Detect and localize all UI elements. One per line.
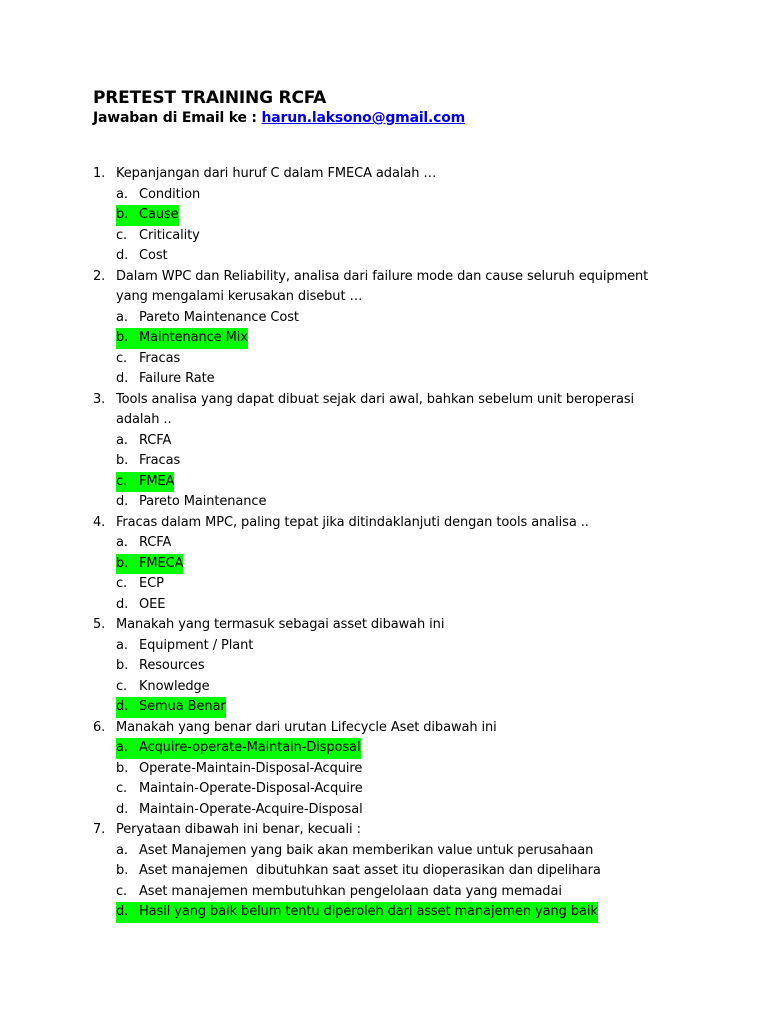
question-number: 1. — [93, 166, 106, 181]
option-content — [116, 308, 299, 329]
option-content — [116, 677, 210, 698]
question-item — [93, 615, 693, 718]
option-text: Fracas — [139, 453, 181, 468]
option-text: Equipment / Plant — [139, 637, 254, 653]
answer-option — [116, 759, 693, 780]
option-letter: c. — [116, 781, 128, 796]
option-text: RCFA — [139, 432, 172, 448]
answer-option — [116, 656, 693, 677]
option-text: Pareto Maintenance — [139, 494, 267, 509]
option-letter: c. — [116, 473, 128, 489]
answer-option-highlighted — [116, 328, 693, 349]
answer-option — [116, 492, 693, 513]
option-text: Failure Rate — [139, 371, 215, 386]
answer-option-highlighted — [116, 697, 693, 718]
option-text: Criticality — [139, 227, 200, 243]
option-text: Acquire-operate-Maintain-Disposal — [139, 740, 361, 755]
option-content — [116, 800, 363, 821]
question-number: 2. — [93, 268, 106, 284]
answer-option — [116, 861, 693, 882]
option-text: Condition — [139, 186, 201, 202]
option-text: Maintain-Operate-Disposal-Acquire — [139, 781, 363, 796]
option-letter: d. — [116, 801, 129, 817]
option-letter: c. — [116, 678, 128, 694]
option-letter: c. — [116, 350, 128, 366]
option-content — [116, 451, 180, 472]
option-content — [116, 882, 562, 903]
option-list — [116, 431, 693, 513]
answer-option-highlighted — [116, 205, 693, 226]
answer-option — [116, 779, 693, 800]
question-item — [93, 820, 693, 923]
answer-option — [116, 800, 693, 821]
answer-option — [116, 841, 693, 862]
question-text: Kepanjangan dari huruf C dalam FMECA adalah … — [116, 166, 437, 181]
option-letter: b. — [116, 863, 129, 878]
option-content — [116, 841, 593, 862]
option-list — [116, 841, 693, 923]
option-letter: a. — [116, 186, 128, 202]
option-text: Cause — [139, 207, 179, 222]
question-number: 4. — [93, 514, 106, 530]
option-text: ECP — [139, 576, 164, 591]
question-number: 3. — [93, 391, 106, 407]
answer-option-highlighted — [116, 554, 693, 575]
option-letter: c. — [116, 227, 128, 243]
question-text: Manakah yang termasuk sebagai asset dibawah ini — [116, 617, 445, 632]
question-item — [93, 513, 693, 616]
option-content — [116, 738, 361, 759]
option-letter: b. — [116, 658, 129, 673]
option-content — [116, 328, 248, 349]
option-letter: a. — [116, 432, 128, 448]
option-content — [116, 861, 601, 882]
document-title: PRETEST TRAINING RCFA — [93, 88, 327, 108]
answer-option-highlighted — [116, 902, 693, 923]
answer-option — [116, 185, 693, 206]
question-item — [93, 718, 693, 821]
answer-option — [116, 533, 693, 554]
option-letter: d. — [116, 371, 129, 386]
option-letter: b. — [116, 330, 129, 345]
option-content — [116, 205, 179, 226]
question-number: 5. — [93, 617, 106, 632]
option-content — [116, 636, 253, 657]
option-content — [116, 246, 168, 267]
option-list — [116, 308, 693, 390]
option-letter: d. — [116, 596, 129, 612]
option-text: Resources — [139, 658, 205, 673]
email-instruction — [93, 110, 465, 126]
option-content — [116, 226, 200, 247]
answer-option — [116, 595, 693, 616]
option-list — [116, 533, 693, 615]
option-content — [116, 697, 226, 718]
option-list — [116, 636, 693, 718]
option-content — [116, 431, 171, 452]
option-letter: c. — [116, 576, 128, 591]
option-content — [116, 554, 183, 575]
option-content — [116, 492, 266, 513]
question-item — [93, 267, 693, 390]
option-content — [116, 185, 200, 206]
option-text: Maintenance Mix — [139, 330, 248, 345]
answer-option — [116, 349, 693, 370]
answer-option-highlighted — [116, 472, 693, 493]
option-content — [116, 759, 362, 780]
answer-option — [116, 369, 693, 390]
question-text: Tools analisa yang dapat dibuat sejak dari awal, bahkan sebelum unit beroperasi adalah .. — [116, 391, 635, 427]
answer-option — [116, 882, 693, 903]
option-list — [116, 185, 693, 267]
option-letter: a. — [116, 740, 128, 755]
option-text: Pareto Maintenance Cost — [139, 309, 299, 325]
answer-option — [116, 451, 693, 472]
option-letter: d. — [116, 248, 129, 263]
option-text: Hasil yang baik belum tentu diperoleh dari asset manajemen yang baik — [139, 904, 598, 919]
email-prefix: Jawaban di Email ke : — [93, 110, 262, 126]
question-item — [93, 390, 693, 513]
answer-option — [116, 308, 693, 329]
answer-option — [116, 636, 693, 657]
option-letter: b. — [116, 453, 129, 468]
option-letter: d. — [116, 904, 129, 919]
option-letter: b. — [116, 760, 129, 776]
question-number: 7. — [93, 822, 106, 837]
option-content — [116, 533, 171, 554]
option-content — [116, 656, 205, 677]
option-content — [116, 595, 165, 616]
option-text: Semua Benar — [139, 699, 226, 714]
option-letter: d. — [116, 494, 129, 509]
option-text: Maintain-Operate-Acquire-Disposal — [139, 801, 363, 817]
option-content — [116, 349, 180, 370]
option-text: OEE — [139, 596, 166, 612]
option-text: Knowledge — [139, 678, 210, 694]
question-number: 6. — [93, 719, 106, 735]
option-text: FMECA — [139, 555, 184, 571]
option-letter: a. — [116, 637, 128, 653]
question-text: Manakah yang benar dari urutan Lifecycle Aset dibawah ini — [116, 719, 497, 735]
question-text: Peryataan dibawah ini benar, kecuali : — [116, 822, 361, 837]
option-text: Cost — [139, 248, 168, 263]
option-text: RCFA — [139, 535, 172, 550]
option-text: Aset manajemen dibutuhkan saat asset itu dioperasikan dan dipelihara — [139, 863, 601, 878]
answer-option — [116, 246, 693, 267]
option-letter: d. — [116, 699, 129, 714]
answer-option — [116, 431, 693, 452]
option-content — [116, 369, 215, 390]
option-text: Aset Manajemen yang baik akan memberikan value untuk perusahaan — [139, 842, 594, 858]
option-content — [116, 779, 363, 800]
option-content — [116, 902, 598, 923]
option-text: Fracas — [139, 350, 181, 366]
option-text: Operate-Maintain-Disposal-Acquire — [139, 760, 363, 776]
question-list — [93, 164, 693, 923]
answer-option — [116, 677, 693, 698]
answer-option — [116, 574, 693, 595]
option-letter: a. — [116, 842, 128, 858]
option-list — [116, 738, 693, 820]
question-text: Dalam WPC dan Reliability, analisa dari failure mode dan cause seluruh equipment yang mengalami kerusakan disebut … — [116, 268, 649, 304]
option-content — [116, 574, 164, 595]
option-text: Aset manajemen membutuhkan pengelolaan data yang memadai — [139, 883, 562, 899]
option-letter: c. — [116, 883, 128, 899]
option-text: FMEA — [139, 473, 175, 489]
option-letter: b. — [116, 207, 129, 222]
question-text: Fracas dalam MPC, paling tepat jika ditindaklanjuti dengan tools analisa .. — [116, 514, 589, 530]
option-letter: a. — [116, 309, 128, 325]
option-letter: b. — [116, 555, 129, 571]
question-item — [93, 164, 693, 267]
option-content — [116, 472, 174, 493]
answer-option-highlighted — [116, 738, 693, 759]
answer-option — [116, 226, 693, 247]
option-letter: a. — [116, 535, 128, 550]
email-link[interactable]: harun.laksono@gmail.com — [261, 110, 466, 126]
